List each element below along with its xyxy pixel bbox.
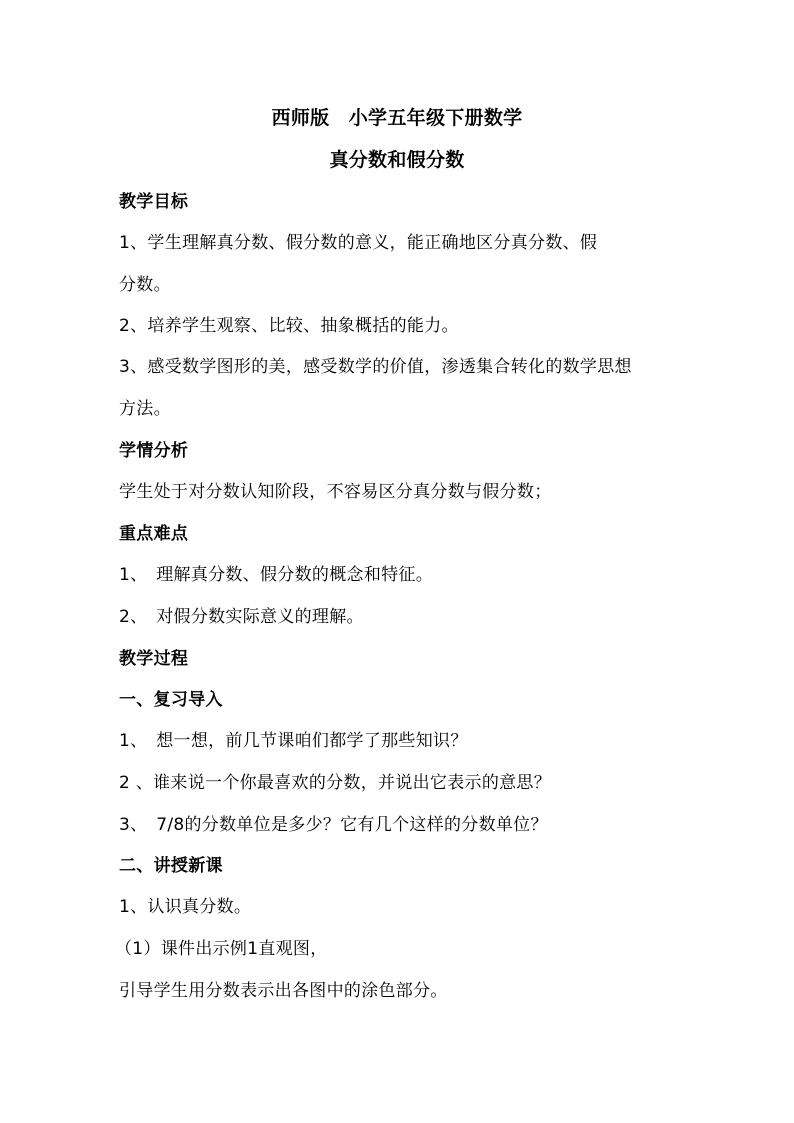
- review-heading: 一、复习导入: [119, 690, 223, 710]
- review-item-1: 1、 想一想，前几节课咱们都学了那些知识？: [119, 731, 468, 751]
- process-heading: 教学过程: [119, 649, 189, 669]
- objectives-heading: 教学目标: [119, 192, 189, 212]
- objective-2: 2、培养学生观察、比较、抽象概括的能力。: [119, 316, 459, 336]
- new-lesson-heading: 二、讲授新课: [119, 856, 223, 876]
- analysis-text: 学生处于对分数认知阶段，不容易区分真分数与假分数；: [119, 482, 552, 502]
- objective-3-line-2: 方法。: [119, 399, 171, 419]
- key-points-heading: 重点难点: [119, 524, 189, 544]
- analysis-heading: 学情分析: [119, 441, 189, 461]
- objective-1-line-1: 1、学生理解真分数、假分数的意义，能正确地区分真分数、假: [119, 233, 598, 253]
- review-item-2: 2 、谁来说一个你最喜欢的分数，并说出它表示的意思？: [119, 773, 552, 793]
- objective-1-line-2: 分数。: [119, 275, 171, 295]
- document-title: 西师版 小学五年级下册数学: [271, 107, 523, 129]
- new-lesson-text-1: 引导学生用分数表示出各图中的涂色部分。: [119, 981, 448, 1001]
- review-item-3: 3、 7/8的分数单位是多少？它有几个这样的分数单位？: [119, 815, 548, 835]
- document-subtitle: 真分数和假分数: [329, 149, 465, 171]
- objective-3-line-1: 3、感受数学图形的美，感受数学的价值，渗透集合转化的数学思想: [119, 357, 632, 377]
- key-point-1: 1、 理解真分数、假分数的概念和特征。: [119, 565, 434, 585]
- new-lesson-subitem-1: （1）课件出示例1直观图，: [115, 939, 328, 959]
- key-point-2: 2、 对假分数实际意义的理解。: [119, 607, 364, 627]
- new-lesson-item-1: 1、认识真分数。: [119, 897, 252, 917]
